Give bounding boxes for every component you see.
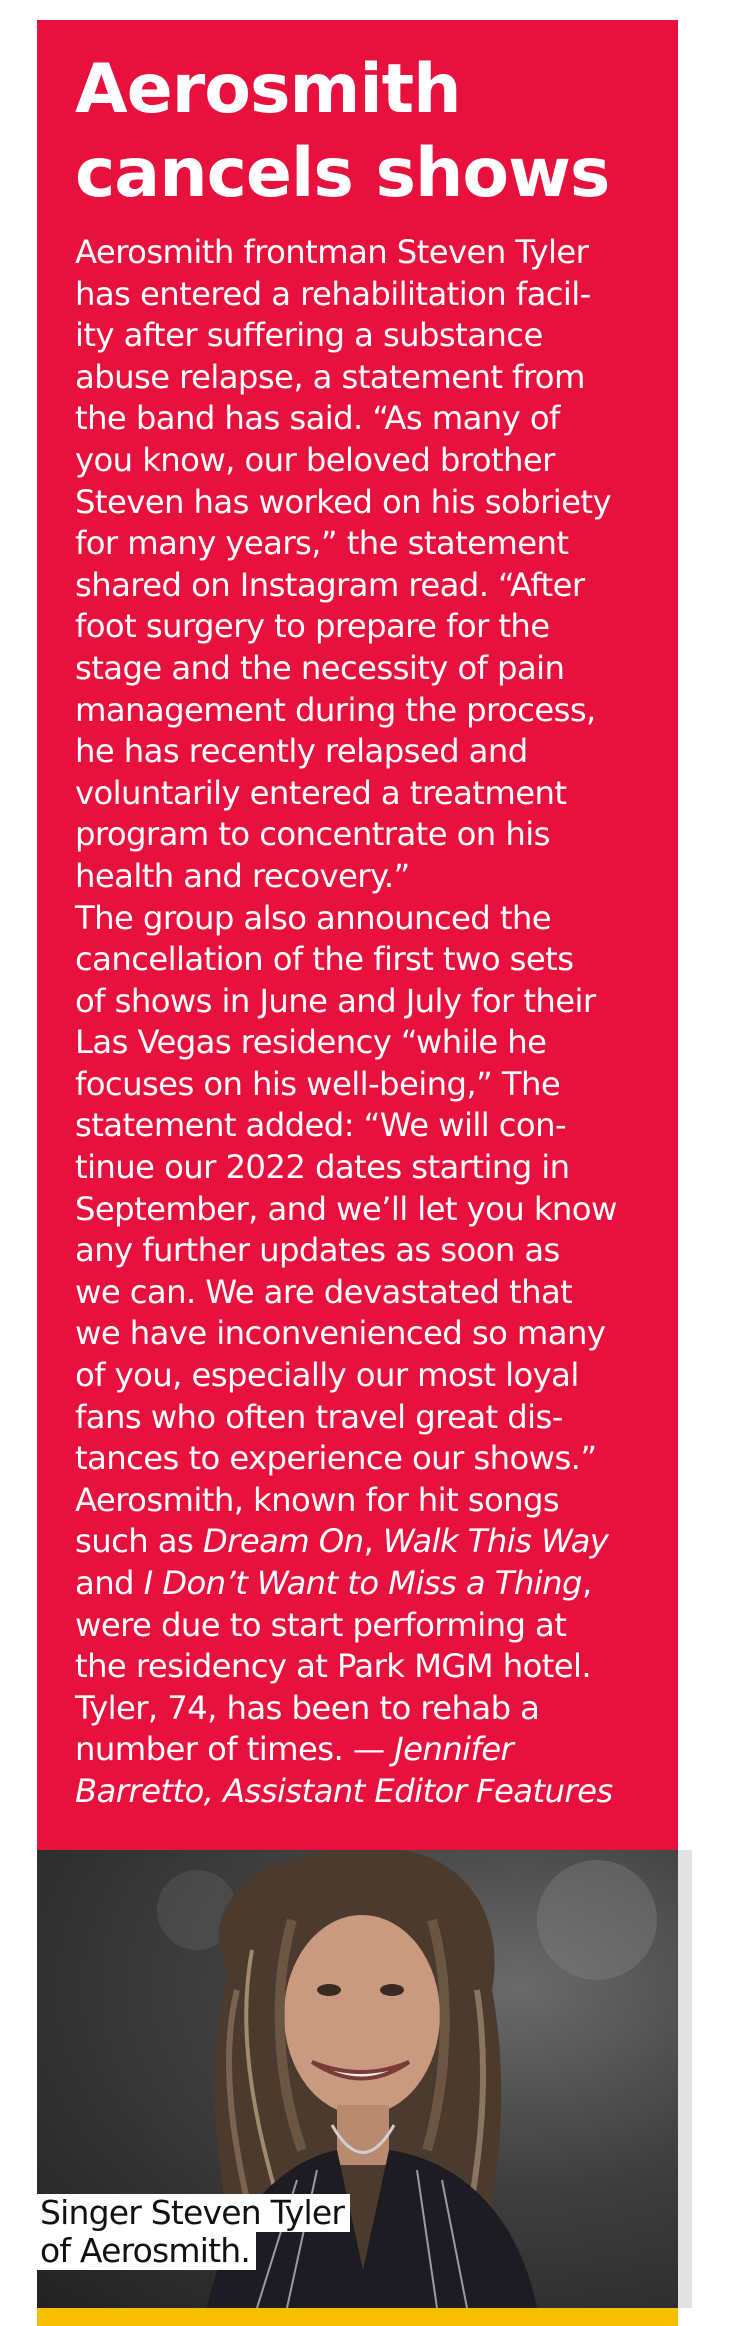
body-line: shared on Instagram read. “After	[75, 565, 585, 604]
body-line: he has recently relapsed and	[75, 732, 528, 771]
body-line: statement added: “We will con-	[75, 1106, 567, 1145]
body-line: management during the process,	[75, 690, 596, 729]
text-run: and	[75, 1564, 144, 1602]
body-line-byline	[75, 1729, 638, 1771]
photo-caption-line-2: of Aerosmith.	[37, 2232, 256, 2270]
song-title: Dream On	[202, 1522, 364, 1561]
body-line: for many years,” the statement	[75, 524, 569, 563]
body-line: Las Vegas residency “while he	[75, 1023, 547, 1062]
song-title: Walk This Way	[382, 1522, 609, 1561]
photo-caption-line-1: Singer Steven Tyler	[37, 2194, 350, 2232]
body-line: tances to experience our shows.”	[75, 1439, 597, 1478]
body-line-byline	[75, 1771, 638, 1813]
article-headline: Aerosmith cancels shows	[75, 50, 610, 213]
body-line: has entered a rehabilitation facil-	[75, 274, 591, 313]
body-line: September, and we’ll let you know	[75, 1189, 617, 1228]
text-run: ,	[363, 1522, 383, 1561]
body-line: program to concentrate on his	[75, 815, 550, 854]
body-line: of you, especially our most loyal	[75, 1356, 579, 1395]
body-line: the residency at Park MGM hotel.	[75, 1647, 592, 1686]
text-run: such as	[75, 1522, 203, 1561]
face	[284, 1915, 440, 2115]
byline-name: Jennifer	[394, 1730, 514, 1769]
eye	[317, 1984, 341, 1996]
background-light	[537, 1860, 657, 1980]
singer-photo	[37, 1850, 678, 2308]
body-line: ity after suffering a substance	[75, 316, 543, 355]
accent-bar	[37, 2308, 678, 2326]
body-line: the band has said. “As many of	[75, 399, 560, 438]
article-panel	[37, 20, 678, 1850]
body-line: focuses on his well-being,” The	[75, 1064, 561, 1103]
body-line: we can. We are devastated that	[75, 1272, 573, 1311]
byline-role: Barretto, Assistant Editor Features	[75, 1771, 613, 1810]
body-line: any further updates as soon as	[75, 1231, 560, 1270]
body-line: The group also announced the	[75, 898, 552, 937]
body-line: tinue our 2022 dates starting in	[75, 1148, 570, 1187]
text-run: ,	[581, 1564, 592, 1602]
body-line: foot surgery to prepare for the	[75, 607, 550, 646]
body-line: Aerosmith, known for hit songs	[75, 1480, 560, 1519]
body-line: Steven has worked on his sobriety	[75, 482, 611, 521]
body-line: abuse relapse, a statement from	[75, 357, 585, 396]
body-line: Aerosmith frontman Steven Tyler	[75, 233, 589, 271]
body-line: health and recovery.”	[75, 856, 410, 895]
song-title: I Don’t Want to Miss a Thing	[143, 1564, 582, 1602]
body-line: were due to start performing at	[75, 1605, 567, 1644]
body-line: we have inconvenienced so many	[75, 1314, 606, 1353]
body-line: of shows in June and July for their	[75, 981, 596, 1020]
body-line: stage and the necessity of pain	[75, 648, 565, 687]
eye	[380, 1984, 404, 1996]
article-body	[75, 232, 638, 1813]
body-line-songs	[75, 1521, 638, 1563]
page-margin-strip	[678, 1850, 692, 2308]
body-line: Tyler, 74, has been to rehab a	[75, 1688, 540, 1727]
body-line: fans who often travel great dis-	[75, 1397, 563, 1436]
body-line-songs	[75, 1563, 638, 1605]
body-line: you know, our beloved brother	[75, 440, 555, 479]
text-run: number of times. —	[75, 1730, 395, 1769]
neck	[337, 2105, 389, 2165]
body-line: cancellation of the first two sets	[75, 940, 574, 979]
body-line: voluntarily entered a treatment	[75, 773, 567, 812]
